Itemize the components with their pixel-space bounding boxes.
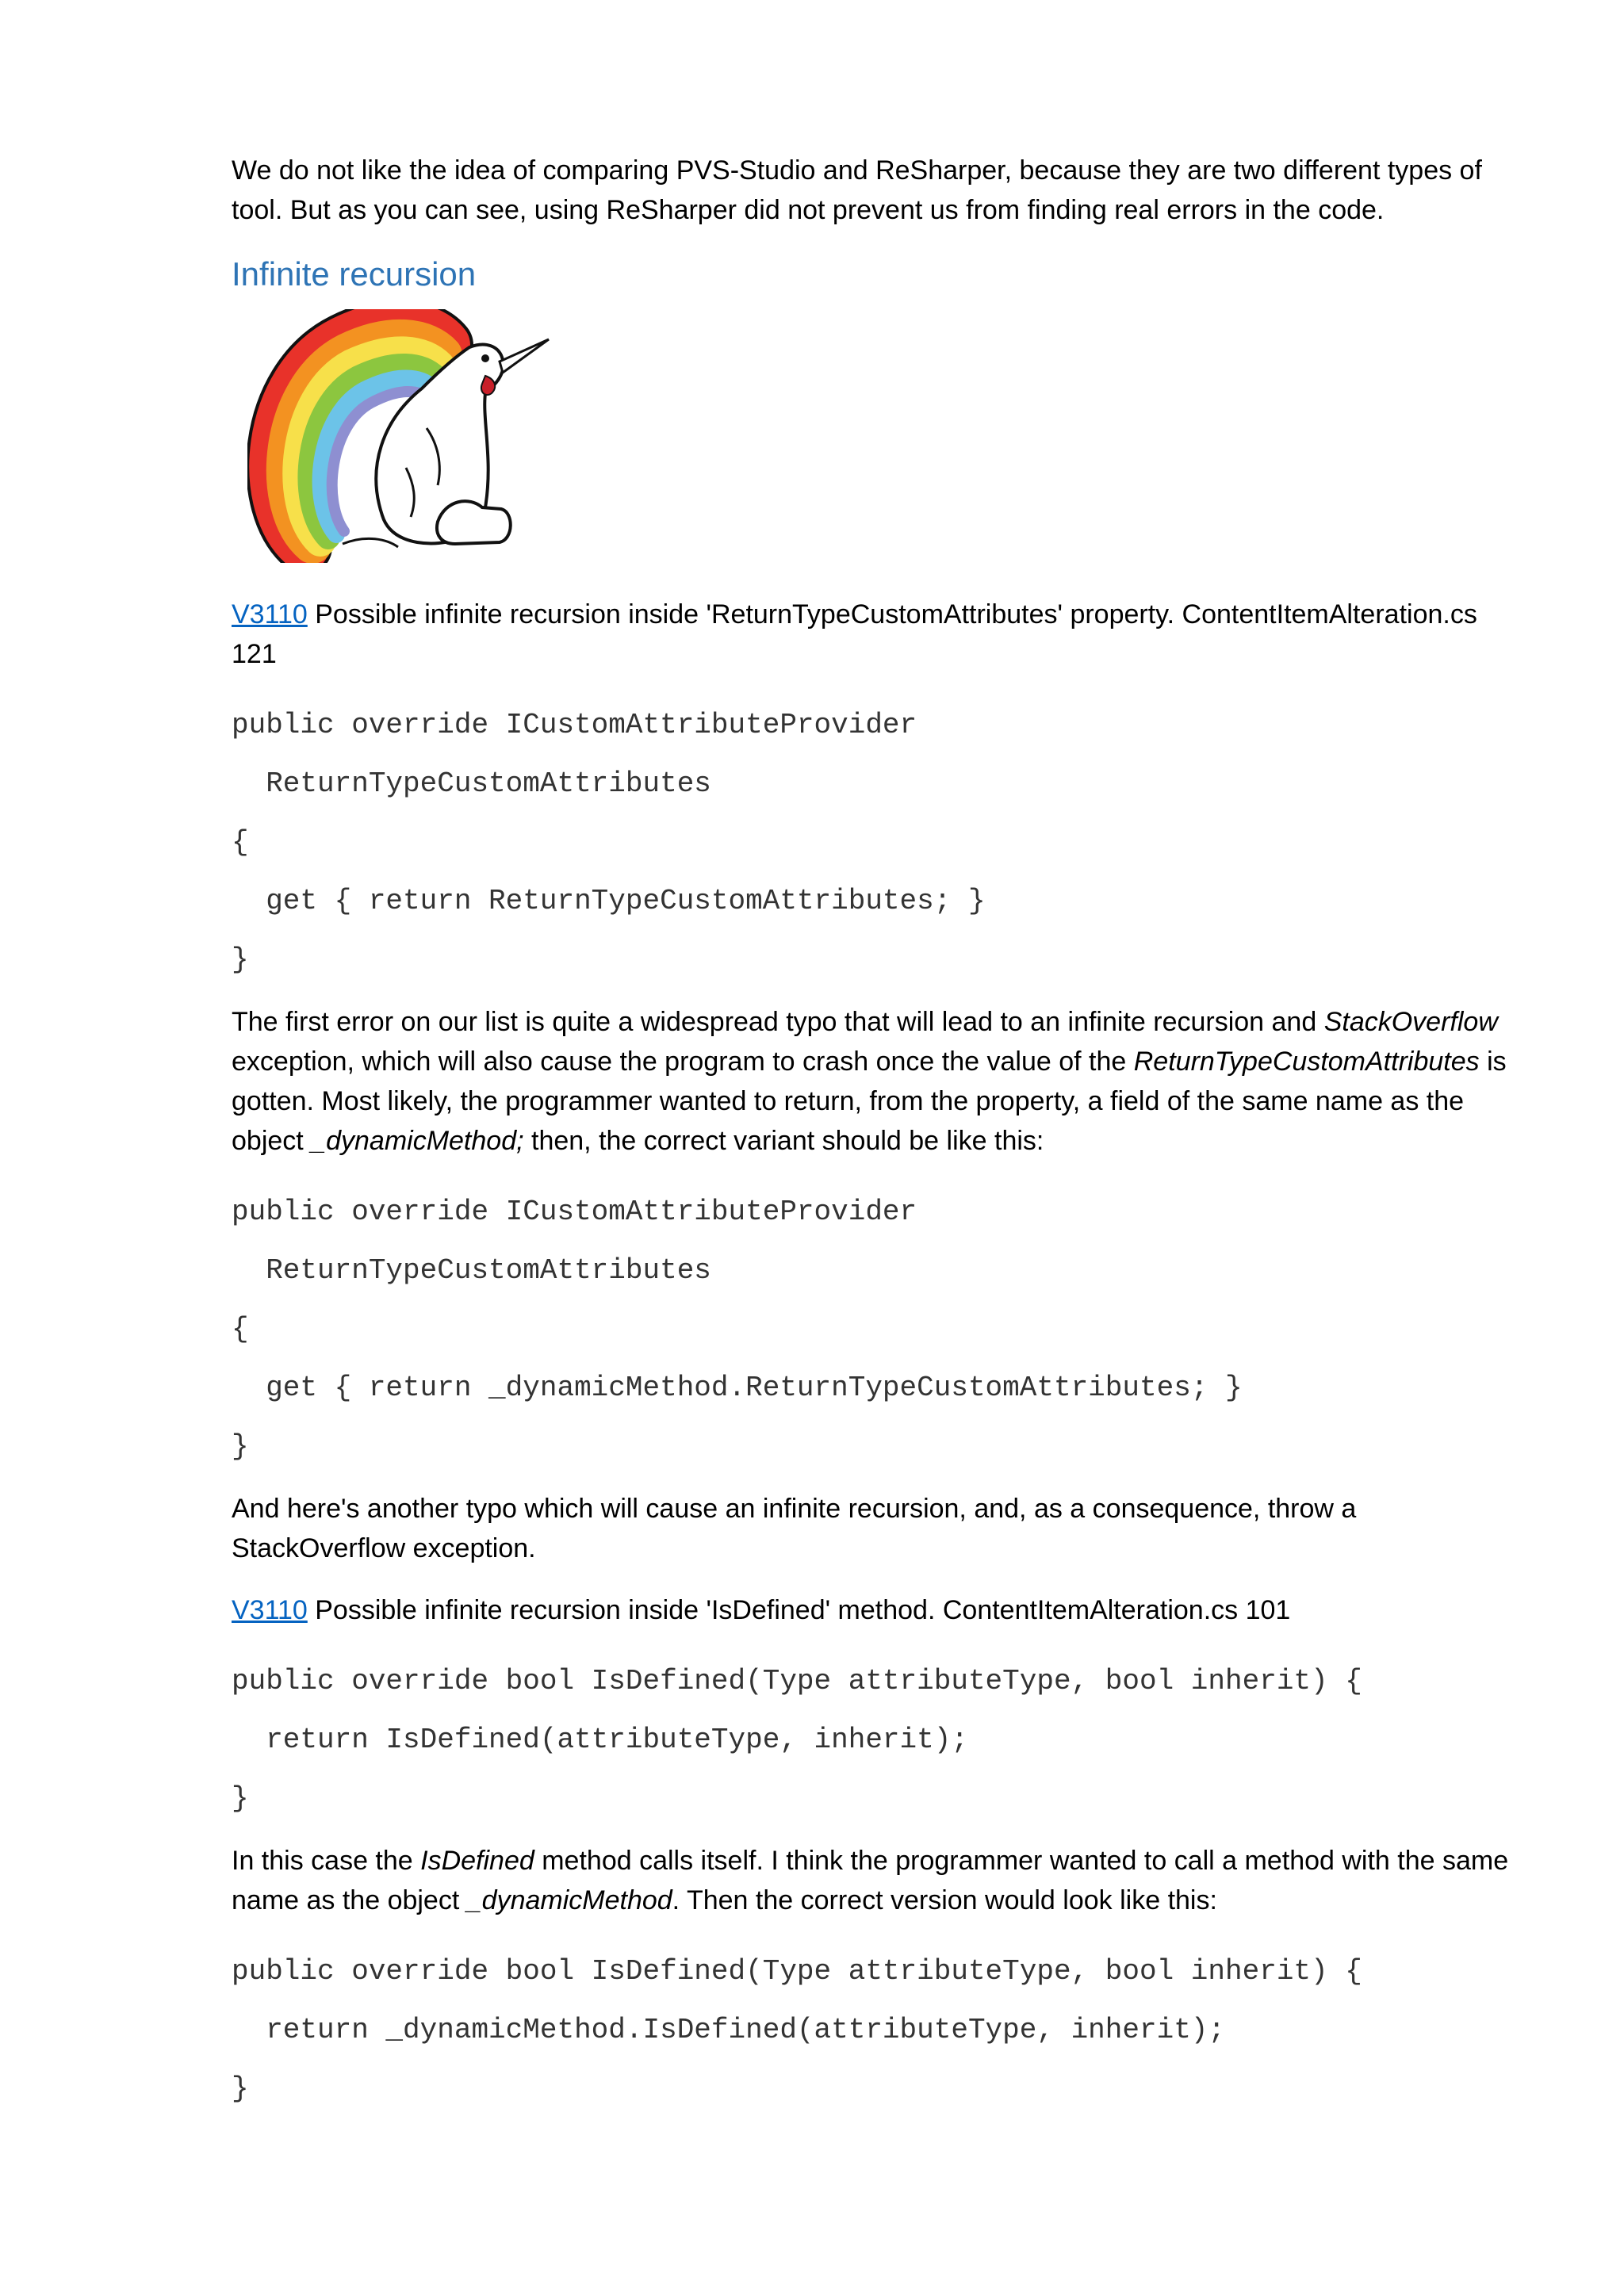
explanation-paragraph-method <box>232 1841 1516 1920</box>
code-line: public override bool IsDefined(Type attributeType, bool inherit) { <box>232 1955 1362 1988</box>
code-line: public override bool IsDefined(Type attributeType, bool inherit) { <box>232 1665 1362 1697</box>
warning-message: Possible infinite recursion inside 'ReturnTypeCustomAttributes' property. ContentItemAlteration.cs 121 <box>232 599 1477 669</box>
emphasis-run: IsDefined <box>420 1846 534 1876</box>
document-page <box>232 151 1516 2131</box>
code-line: } <box>232 1782 249 1815</box>
section-heading: Infinite recursion <box>232 255 477 293</box>
diagnostic-link-v3110[interactable]: V3110 <box>232 1595 308 1625</box>
text-run: exception, which will also cause the program to crash once the value of the <box>232 1047 1134 1077</box>
text-run: . Then the correct version would look like this: <box>672 1885 1217 1915</box>
code-line: public override ICustomAttributeProvider <box>232 1196 917 1228</box>
explanation-paragraph-property <box>232 1002 1516 1161</box>
code-line: get { return ReturnTypeCustomAttributes; } <box>232 885 986 917</box>
code-line: { <box>232 1313 249 1345</box>
warning-v3110-property <box>232 595 1516 674</box>
emphasis-run: _dynamicMethod; <box>311 1126 524 1156</box>
emphasis-run: StackOverflow <box>1323 1007 1498 1037</box>
code-line: } <box>232 2072 249 2105</box>
code-line: } <box>232 943 249 976</box>
intro-paragraph: We do not like the idea of comparing PVS-Studio and ReSharper, because they are two different types of tool. But as you can see, using ReSharper did not prevent us from finding real errors in the code. <box>232 155 1482 225</box>
code-line: get { return _dynamicMethod.ReturnTypeCustomAttributes; } <box>232 1372 1243 1404</box>
code-line: } <box>232 1430 249 1463</box>
text-run: The first error on our list is quite a widespread typo that will lead to an infinite recursion and <box>232 1007 1324 1037</box>
code-block-original-property <box>232 696 1516 989</box>
warning-v3110-method <box>232 1590 1516 1630</box>
code-line: ReturnTypeCustomAttributes <box>232 767 711 800</box>
text-run: then, the correct variant should be like this: <box>523 1126 1044 1156</box>
text-run: is gotten. Most likely, the programmer wanted to return, from the property, a field of the same name as the object <box>232 1047 1507 1156</box>
rainbow-unicorn-icon <box>247 309 612 563</box>
diagnostic-link-v3110[interactable]: V3110 <box>232 599 308 629</box>
code-line: public override ICustomAttributeProvider <box>232 709 917 741</box>
code-line: return _dynamicMethod.IsDefined(attributeType, inherit); <box>232 2014 1226 2046</box>
code-block-original-method <box>232 1652 1516 1828</box>
explanation-paragraph-typo: And here's another typo which will cause an infinite recursion, and, as a consequence, throw a StackOverflow exception. <box>232 1494 1357 1563</box>
text-run: method calls itself. I think the programmer wanted to call a method with the same name as the object <box>232 1846 1509 1915</box>
code-block-fixed-property <box>232 1183 1516 1476</box>
emphasis-run: ReturnTypeCustomAttributes <box>1133 1047 1480 1077</box>
emphasis-run: _dynamicMethod <box>466 1885 672 1915</box>
code-line: return IsDefined(attributeType, inherit); <box>232 1724 968 1756</box>
warning-message: Possible infinite recursion inside 'IsDefined' method. ContentItemAlteration.cs 101 <box>307 1595 1291 1625</box>
code-line: { <box>232 826 249 859</box>
code-line: ReturnTypeCustomAttributes <box>232 1254 711 1287</box>
code-block-fixed-method <box>232 1942 1516 2118</box>
text-run: In this case the <box>232 1846 421 1876</box>
